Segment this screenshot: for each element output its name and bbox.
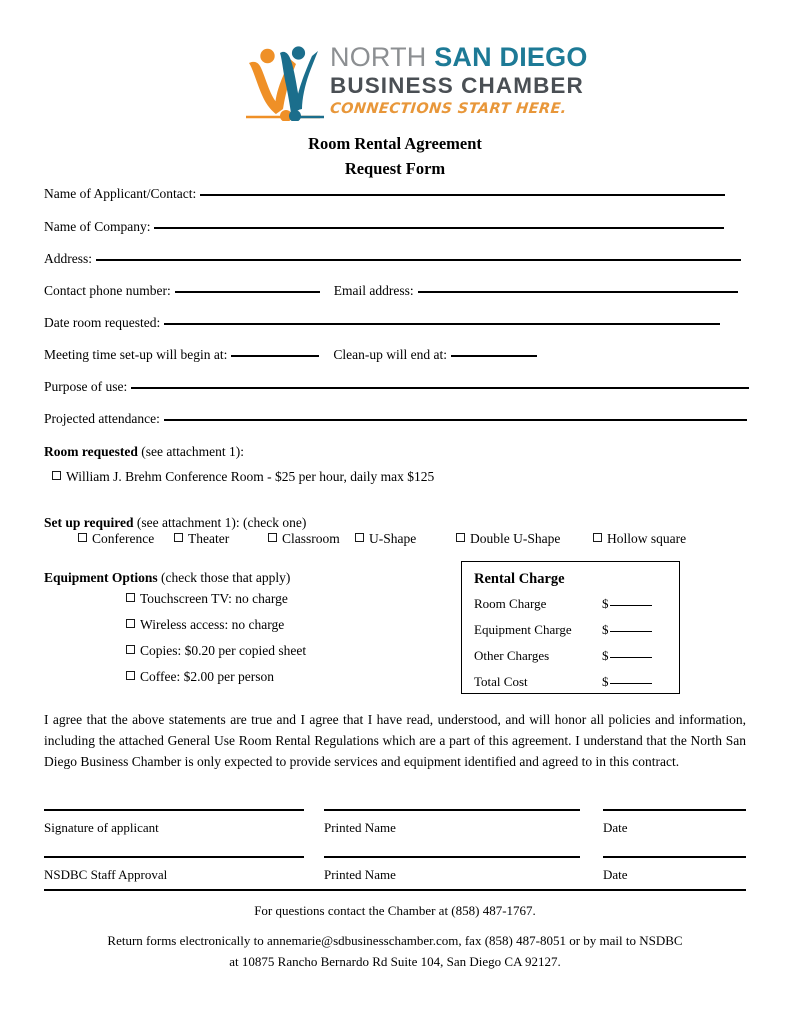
signature-staff-approval-label: NSDBC Staff Approval bbox=[44, 867, 168, 882]
rental-charge-box bbox=[461, 561, 680, 694]
setup-option-double-u-shape[interactable] bbox=[456, 531, 560, 547]
rental-charge-row-other bbox=[474, 648, 679, 674]
setup-option-conference[interactable] bbox=[78, 531, 154, 547]
field-address-input[interactable] bbox=[96, 259, 741, 261]
field-setup-begin-label: Meeting time set-up will begin at: bbox=[44, 347, 228, 362]
rental-charge-equipment-label: Equipment Charge bbox=[474, 622, 572, 637]
field-phone-row bbox=[44, 283, 738, 299]
footer-return-line-two: at 10875 Rancho Bernardo Rd Suite 104, San Diego CA 92127. bbox=[229, 954, 561, 969]
signature-printed-name-label-1: Printed Name bbox=[324, 820, 396, 835]
equipment-option-wireless-access[interactable] bbox=[126, 615, 306, 641]
checkbox-icon[interactable] bbox=[268, 533, 277, 542]
signature-date-line-2[interactable] bbox=[603, 856, 746, 858]
setup-option-classroom[interactable] bbox=[268, 531, 340, 547]
field-applicant-label: Name of Applicant/Contact: bbox=[44, 186, 197, 201]
field-phone-input[interactable] bbox=[175, 291, 320, 293]
logo-tagline-text: CONNECTIONS START HERE. bbox=[329, 100, 568, 117]
field-company-input[interactable] bbox=[154, 227, 724, 229]
equipment-options-list bbox=[126, 589, 306, 693]
equipment-options-heading bbox=[44, 570, 290, 586]
equipment-options-heading-bold: Equipment Options bbox=[44, 570, 158, 585]
setup-option-theater[interactable] bbox=[174, 531, 229, 547]
field-applicant-input[interactable] bbox=[200, 194, 725, 196]
rental-charge-row-equipment bbox=[474, 622, 679, 648]
rental-charge-equipment-input[interactable] bbox=[610, 631, 652, 632]
field-address-row bbox=[44, 251, 741, 267]
equipment-options-heading-rest: (check those that apply) bbox=[157, 570, 291, 585]
setup-option-theater-label: Theater bbox=[188, 531, 230, 546]
rental-charge-total-amount[interactable] bbox=[602, 674, 652, 690]
signature-applicant-label: Signature of applicant bbox=[44, 820, 159, 835]
setup-option-u-shape-label: U-Shape bbox=[369, 531, 417, 546]
signature-date-label-1: Date bbox=[603, 820, 628, 835]
equipment-option-coffee-label: Coffee: $2.00 per person bbox=[140, 669, 274, 684]
logo-line-one bbox=[330, 43, 588, 71]
signature-date-label-2: Date bbox=[603, 867, 628, 882]
chamber-logo-wordmark bbox=[330, 41, 588, 116]
field-purpose-label: Purpose of use: bbox=[44, 379, 128, 394]
setup-option-hollow-square-label: Hollow square bbox=[607, 531, 687, 546]
field-date-requested-row bbox=[44, 315, 720, 331]
agreement-paragraph: I agree that the above statements are true and I agree that I have read, understood, and will honor all policies and information, including the attached General Use Room Rental Regulations which are a part of this agreement. I understand that the North San Diego Business Chamber is only expected to provide services and equipment identified and agreed to in this contract. bbox=[44, 712, 746, 769]
signature-printed-name-line-2[interactable] bbox=[324, 856, 580, 858]
checkbox-icon[interactable] bbox=[126, 593, 135, 602]
currency-symbol: $ bbox=[602, 648, 609, 663]
logo-business-chamber-text: BUSINESS CHAMBER bbox=[330, 72, 584, 98]
room-option-brehm[interactable] bbox=[52, 469, 434, 485]
rental-charge-total-label: Total Cost bbox=[474, 674, 528, 689]
equipment-option-copies-label: Copies: $0.20 per copied sheet bbox=[140, 643, 307, 658]
equipment-option-coffee[interactable] bbox=[126, 667, 306, 693]
page-title-line-two: Request Form bbox=[344, 159, 446, 178]
rental-charge-other-label: Other Charges bbox=[474, 648, 550, 663]
field-address-label: Address: bbox=[44, 251, 92, 266]
signature-printed-name-line-1[interactable] bbox=[324, 809, 580, 811]
currency-symbol: $ bbox=[602, 596, 609, 611]
field-date-requested-input[interactable] bbox=[164, 323, 720, 325]
checkbox-icon[interactable] bbox=[126, 671, 135, 680]
field-purpose-row bbox=[44, 379, 749, 395]
field-cleanup-end-input[interactable] bbox=[451, 355, 537, 357]
rental-charge-other-amount[interactable] bbox=[602, 648, 652, 664]
setup-option-classroom-label: Classroom bbox=[282, 531, 340, 546]
rental-charge-room-label: Room Charge bbox=[474, 596, 547, 611]
signature-printed-name-label-2: Printed Name bbox=[324, 867, 396, 882]
equipment-option-touchscreen-tv[interactable] bbox=[126, 589, 306, 615]
logo-san-diego-text: SAN DIEGO bbox=[434, 42, 588, 73]
field-date-requested-label: Date room requested: bbox=[44, 315, 161, 330]
rental-charge-equipment-amount[interactable] bbox=[602, 622, 652, 638]
footer-questions-text: For questions contact the Chamber at (858) 487-1767. bbox=[254, 903, 536, 918]
field-applicant-row bbox=[44, 186, 725, 202]
logo-north-text: NORTH bbox=[330, 42, 435, 73]
setup-required-heading-rest: (see attachment 1): (check one) bbox=[133, 515, 307, 530]
setup-required-heading-bold: Set up required bbox=[44, 515, 134, 530]
signature-date-line-1[interactable] bbox=[603, 809, 746, 811]
checkbox-icon[interactable] bbox=[126, 619, 135, 628]
field-email-label: Email address: bbox=[333, 283, 414, 298]
equipment-option-touchscreen-tv-label: Touchscreen TV: no charge bbox=[140, 591, 288, 606]
checkbox-icon[interactable] bbox=[355, 533, 364, 542]
setup-option-u-shape[interactable] bbox=[355, 531, 416, 547]
field-email-input[interactable] bbox=[418, 291, 738, 293]
field-purpose-input[interactable] bbox=[131, 387, 749, 389]
currency-symbol: $ bbox=[602, 622, 609, 637]
setup-option-double-u-shape-label: Double U-Shape bbox=[470, 531, 561, 546]
chamber-logo-figures-icon bbox=[246, 37, 324, 121]
footer-divider bbox=[44, 889, 746, 891]
rental-charge-title: Rental Charge bbox=[474, 571, 565, 587]
rental-charge-room-amount[interactable] bbox=[602, 596, 652, 612]
currency-symbol: $ bbox=[602, 674, 609, 689]
field-setup-begin-input[interactable] bbox=[231, 355, 319, 357]
field-company-label: Name of Company: bbox=[44, 219, 151, 234]
room-option-brehm-label: William J. Brehm Conference Room - $25 per hour, daily max $125 bbox=[66, 469, 435, 484]
rental-charge-total-input[interactable] bbox=[610, 683, 652, 684]
field-setup-time-row bbox=[44, 347, 537, 363]
checkbox-icon[interactable] bbox=[78, 533, 87, 542]
setup-option-hollow-square[interactable] bbox=[593, 531, 686, 547]
field-phone-label: Contact phone number: bbox=[44, 283, 171, 298]
footer-return-line-one: Return forms electronically to annemarie@sdbusinesschamber.com, fax (858) 487-8051 or by mail to NSDBC bbox=[107, 933, 683, 948]
room-requested-heading-rest: (see attachment 1): bbox=[137, 444, 244, 459]
checkbox-icon[interactable] bbox=[174, 533, 183, 542]
rental-charge-row-room bbox=[474, 596, 679, 622]
field-attendance-label: Projected attendance: bbox=[44, 411, 160, 426]
room-requested-heading-bold: Room requested bbox=[44, 444, 138, 459]
checkbox-icon[interactable] bbox=[126, 645, 135, 654]
equipment-option-copies[interactable] bbox=[126, 641, 306, 667]
field-attendance-input[interactable] bbox=[164, 419, 747, 421]
equipment-option-wireless-access-label: Wireless access: no charge bbox=[140, 617, 285, 632]
page-title bbox=[0, 131, 790, 181]
checkbox-icon[interactable] bbox=[593, 533, 602, 542]
chamber-logo bbox=[246, 33, 588, 125]
page-title-line-one: Room Rental Agreement bbox=[308, 134, 482, 153]
field-cleanup-end-label: Clean-up will end at: bbox=[333, 347, 447, 362]
rental-charge-row-total bbox=[474, 674, 679, 700]
rental-charge-room-input[interactable] bbox=[610, 605, 652, 606]
setup-required-heading bbox=[44, 515, 306, 531]
rental-charge-other-input[interactable] bbox=[610, 657, 652, 658]
field-attendance-row bbox=[44, 411, 747, 427]
setup-option-conference-label: Conference bbox=[92, 531, 155, 546]
checkbox-icon[interactable] bbox=[456, 533, 465, 542]
field-company-row bbox=[44, 219, 724, 235]
signature-staff-approval-line[interactable] bbox=[44, 856, 304, 858]
signature-applicant-line[interactable] bbox=[44, 809, 304, 811]
room-requested-heading bbox=[44, 444, 244, 460]
checkbox-icon[interactable] bbox=[52, 471, 61, 480]
